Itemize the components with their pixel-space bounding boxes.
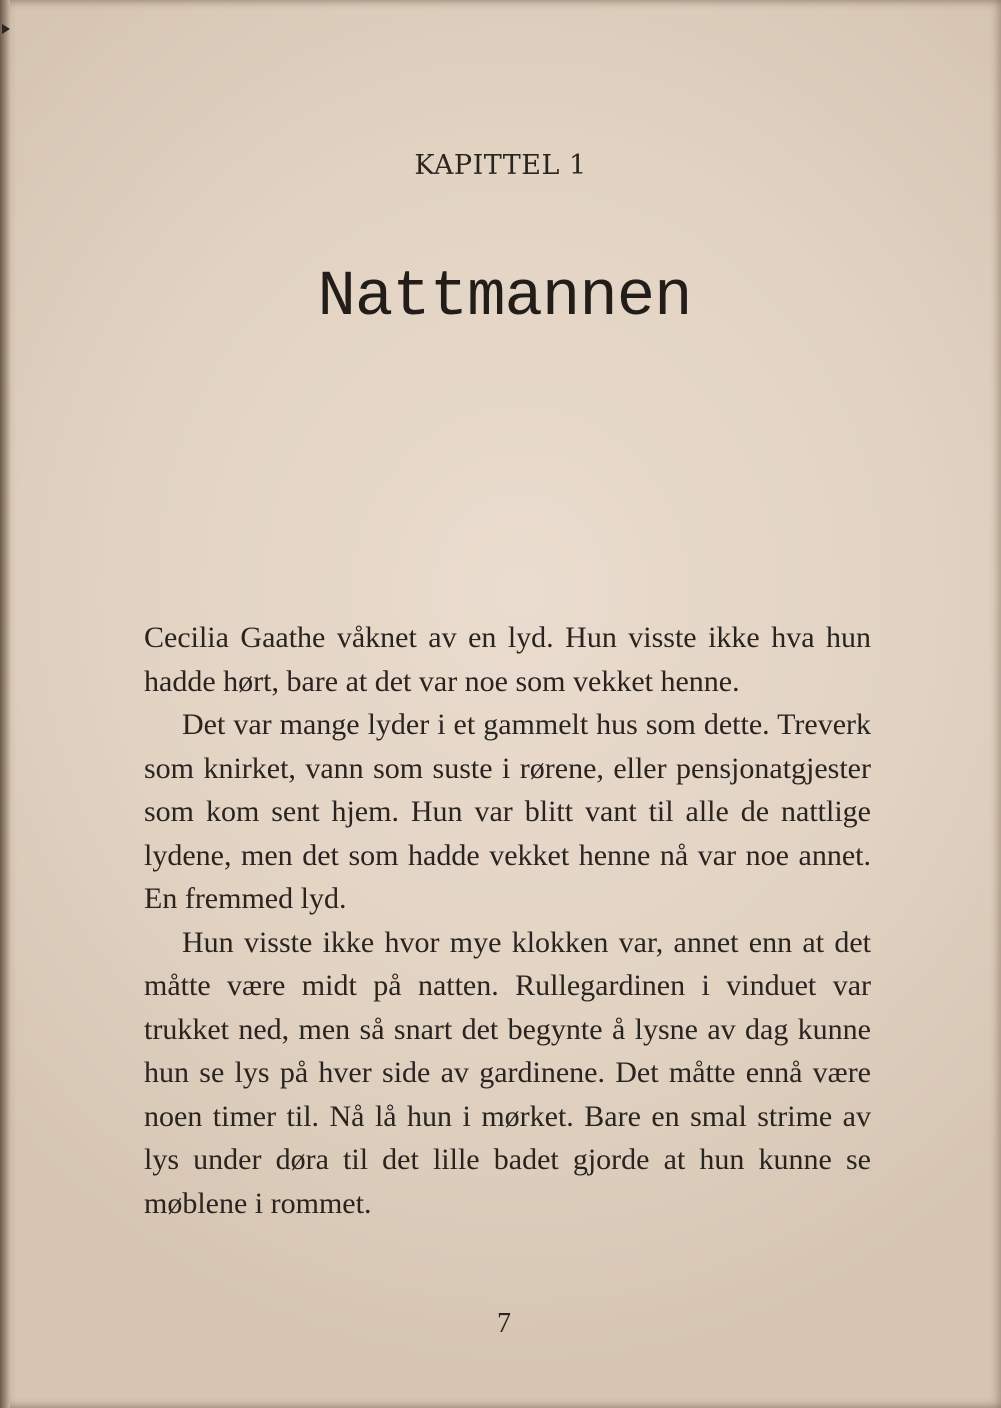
paragraph-3: Hun visste ikke hvor mye klokken var, annet enn at det måtte være midt på natten. Rullegardinen i vinduet var trukket ned, men så snart det begynte å lysne av dag kunne hun se lys på hver side av gardinene. Det måtte ennå være noen timer til. Nå lå hun i mørket. Bare en smal strime av lys under døra til det lille badet gjorde at hun kunne se møblene i rommet.: [144, 925, 871, 1220]
chapter-title: Nattmannen: [317, 262, 692, 334]
page-number: 7: [497, 1308, 511, 1339]
chapter-body: [144, 616, 871, 1225]
corner-arrow-icon: [2, 24, 10, 34]
paragraph-2: Det var mange lyder i et gammelt hus som dette. Treverk som knirket, vann som suste i rørene, eller pensjonatgjester som kom sent hjem. Hun var blitt vant til alle de nattlige lydene, men det som hadde vekket henne nå var noe annet. En fremmed lyd.: [144, 708, 871, 915]
paragraph-1: Cecilia Gaathe våknet av en lyd. Hun visste ikke hva hun hadde hørt, bare at det var noe som vekket henne.: [144, 621, 871, 698]
chapter-label: KAPITTEL 1: [414, 150, 587, 181]
page-binding-edge: [0, 0, 10, 1408]
